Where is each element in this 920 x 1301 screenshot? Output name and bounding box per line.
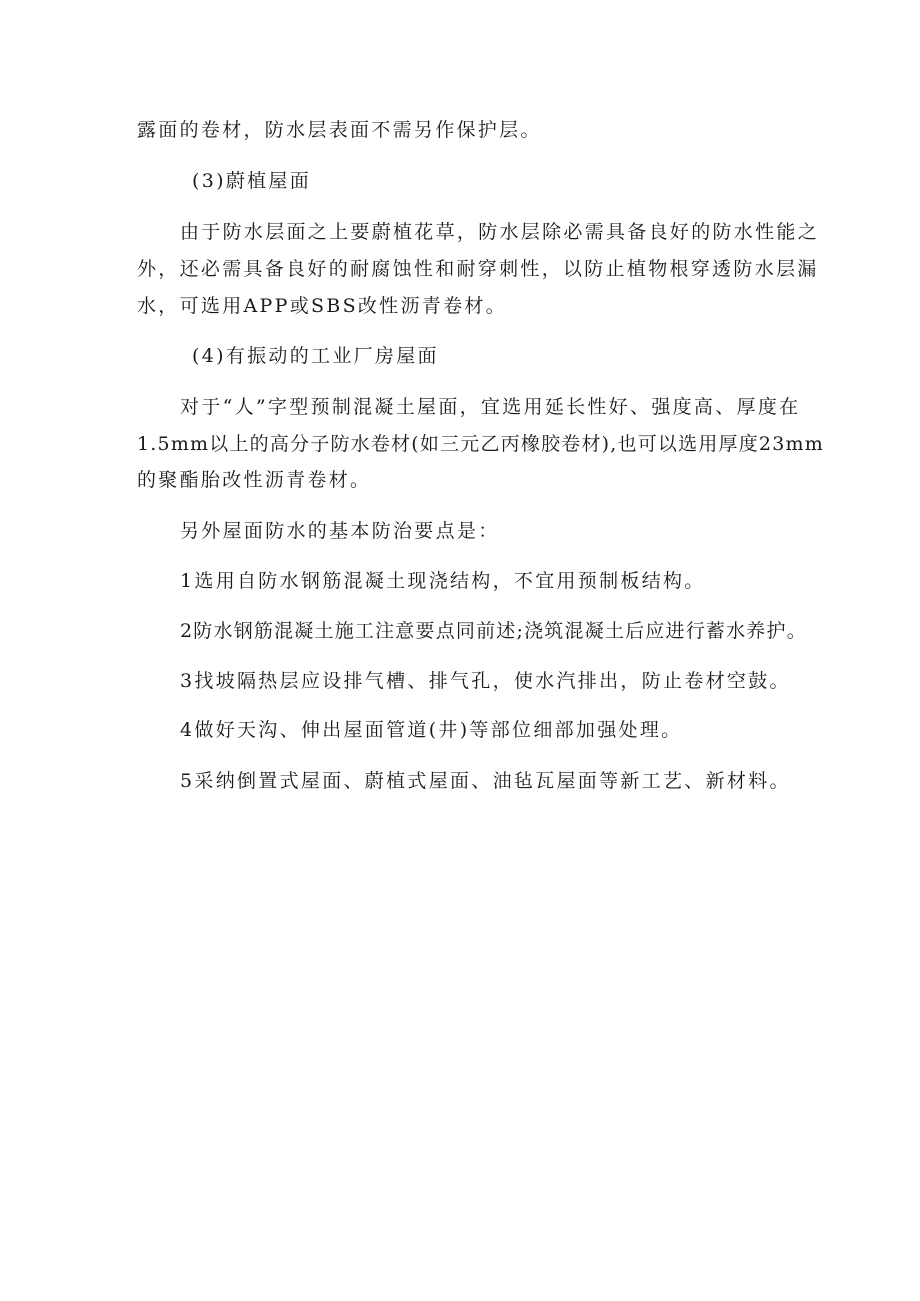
paragraph-line-key-points-intro: 另外屋面防水的基本防治要点是： bbox=[180, 520, 500, 542]
paragraph-line-factory-roof-3: 的聚酯胎改性沥青卷材。 bbox=[137, 469, 372, 491]
list-item-point-1: 1选用自防水钢筋混凝土现浇结构，不宜用预制板结构。 bbox=[180, 570, 706, 592]
paragraph-line-planted-roof-3: 水，可选用APP或SBS改性沥青卷材。 bbox=[137, 295, 507, 317]
paragraph-line-exposed-membrane: 露面的卷材，防水层表面不需另作保护层。 bbox=[137, 119, 542, 141]
list-item-point-3: 3找坡隔热层应设排气槽、排气孔，使水汽排出，防止卷材空鼓。 bbox=[180, 670, 791, 692]
list-item-point-2: 2防水钢筋混凝土施工注意要点同前述;浇筑混凝土后应进行蓄水养护。 bbox=[180, 620, 807, 642]
paragraph-line-planted-roof-2: 外，还必需具备良好的耐腐蚀性和耐穿刺性，以防止植物根穿透防水层漏 bbox=[137, 258, 819, 280]
paragraph-line-factory-roof-2: 1.5mm以上的高分子防水卷材(如三元乙丙橡胶卷材),也可以选用厚度23mm bbox=[137, 433, 824, 455]
paragraph-line-factory-roof-1: 对于“人”字型预制混凝土屋面，宜选用延长性好、强度高、厚度在 bbox=[180, 396, 801, 418]
section-heading-vibrating-factory-roof: (4)有振动的工业厂房屋面 bbox=[192, 345, 439, 367]
section-heading-planted-roof: (3)蔚植屋面 bbox=[192, 170, 312, 192]
list-item-point-4: 4做好天沟、伸出屋面管道(井)等部位细部加强处理。 bbox=[180, 719, 683, 741]
list-item-point-5: 5采纳倒置式屋面、蔚植式屋面、油毡瓦屋面等新工艺、新材料。 bbox=[180, 770, 791, 792]
paragraph-line-planted-roof-1: 由于防水层面之上要蔚植花草，防水层除必需具备良好的防水性能之 bbox=[180, 221, 820, 243]
